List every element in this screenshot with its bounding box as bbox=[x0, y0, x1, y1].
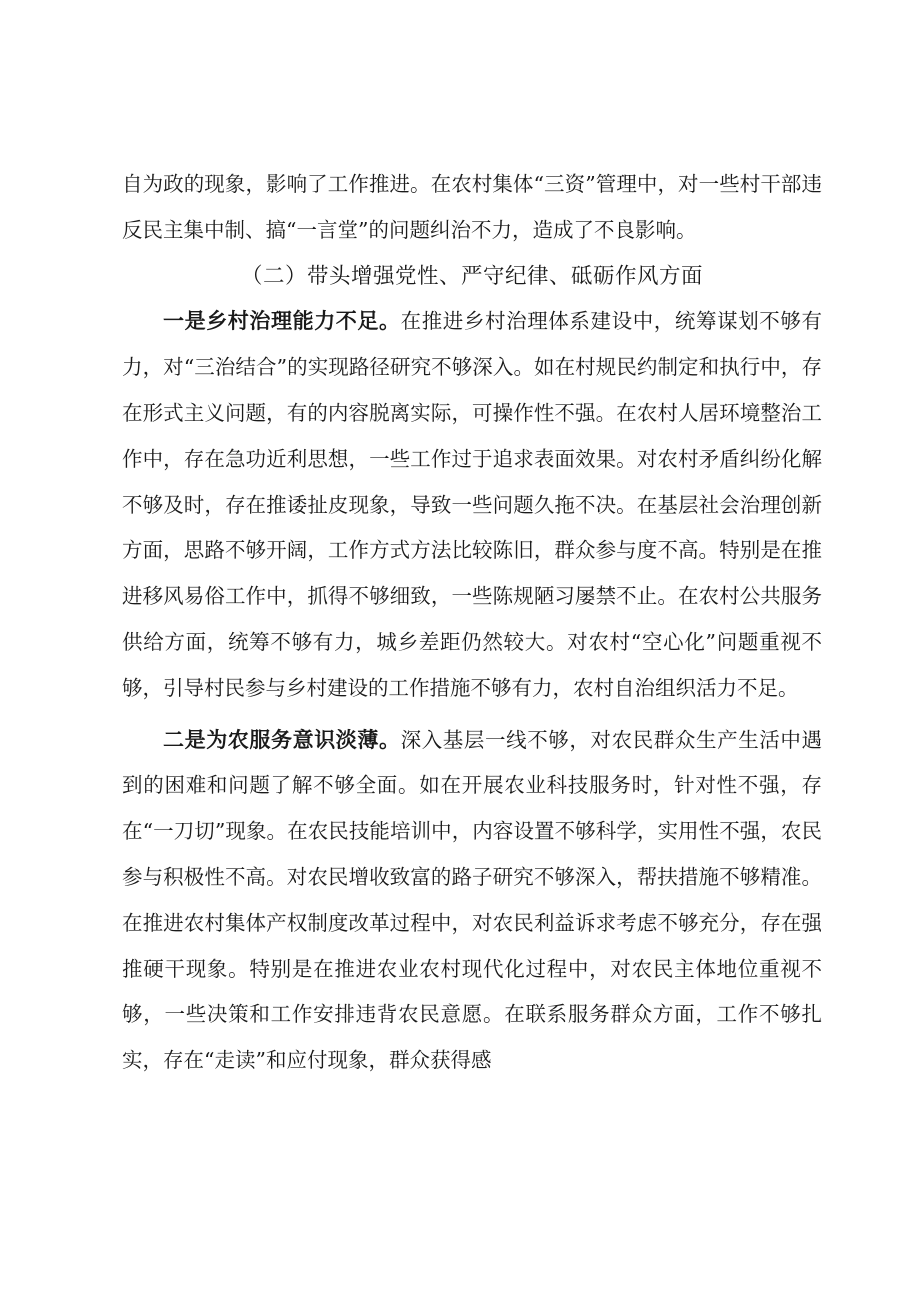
paragraph-item-1 bbox=[122, 299, 822, 711]
paragraph-item-2 bbox=[122, 718, 822, 1084]
paragraph-body: 深入基层一线不够，对农民群众生产生活中遇到的困难和问题了解不够全面。如在开展农业科技服务时，针对性不强，存在“一刀切”现象。在农民技能培训中，内容设置不够科学，实用性不强，农民参与积极性不高。对农民增收致富的路子研究不够深入，帮扶措施不够精准。在推进农村集体产权制度改革过程中，对农民利益诉求考虑不够充分，存在强推硬干现象。特别是在推进农业农村现代化过程中，对农民主体地位重视不够，一些决策和工作安排违背农民意愿。在联系服务群众方面，工作不够扎实，存在“走读”和应付现象，群众获得感 bbox=[122, 727, 823, 1073]
section-heading: （二）带头增强党性、严守纪律、砥砺作风方面 bbox=[240, 263, 703, 289]
continued-paragraph: 自为政的现象，影响了工作推进。在农村集体“三资”管理中，对一些村干部违反民主集中制、搞“一言堂”的问题纠治不力，造成了不良影响。 bbox=[122, 172, 822, 242]
document-body bbox=[122, 162, 822, 1084]
paragraph-lead: 一是乡村治理能力不足。 bbox=[163, 309, 401, 334]
paragraph-body: 在推进乡村治理体系建设中，统筹谋划不够有力，对“三治结合”的实现路径研究不够深入。如在村规民约制定和执行中，存在形式主义问题，有的内容脱离实际，可操作性不强。在农村人居环境整治工作中，存在急功近利思想，一些工作过于追求表面效果。对农村矛盾纠纷化解不够及时，存在推诿扯皮现象，导致一些问题久拖不决。在基层社会治理创新方面，思路不够开阔，工作方式方法比较陈旧，群众参与度不高。特别是在推进移风易俗工作中，抓得不够细致，一些陈规陋习屡禁不止。在农村公共服务供给方面，统筹不够有力，城乡差距仍然较大。对农村“空心化”问题重视不够，引导村民参与乡村建设的工作措施不够有力，农村自治组织活力不足。 bbox=[122, 309, 823, 700]
paragraph-lead: 二是为农服务意识淡薄。 bbox=[163, 727, 401, 752]
